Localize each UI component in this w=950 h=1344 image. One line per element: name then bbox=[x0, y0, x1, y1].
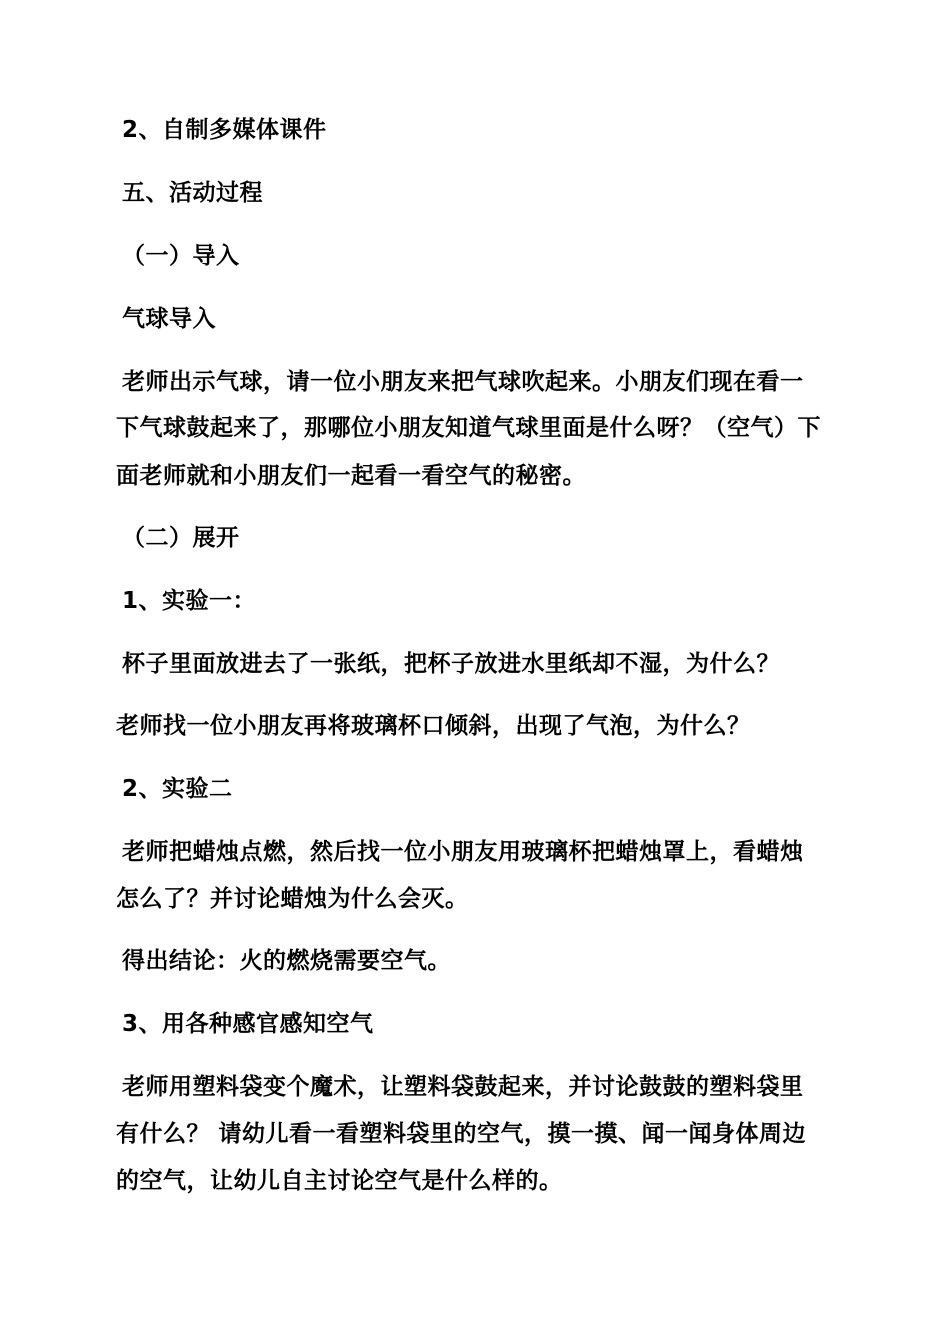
intro-title: 气球导入 bbox=[122, 306, 216, 332]
senses-paragraph-line-1: 老师用塑料袋变个魔术，让塑料袋鼓起来，并讨论鼓鼓的塑料袋里 bbox=[122, 1074, 804, 1100]
senses-heading: 3、用各种感官感知空气 bbox=[122, 1011, 374, 1037]
senses-paragraph-line-3: 的空气，让幼儿自主讨论空气是什么样的。 bbox=[116, 1168, 563, 1194]
intro-paragraph-line-3: 面老师就和小朋友们一起看一看空气的秘密。 bbox=[116, 463, 586, 489]
intro-paragraph-line-2: 下气球鼓起来了，那哪位小朋友知道气球里面是什么呀？（空气）下 bbox=[116, 415, 821, 441]
subsection-heading-expand: （二）展开 bbox=[122, 525, 240, 551]
experiment-2-line-1: 老师把蜡烛点燃，然后找一位小朋友用玻璃杯把蜡烛罩上，看蜡烛 bbox=[122, 839, 804, 865]
experiment-2-conclusion: 得出结论：火的燃烧需要空气。 bbox=[122, 948, 451, 974]
experiment-1-line-1: 杯子里面放进去了一张纸，把杯子放进水里纸却不湿，为什么？ bbox=[122, 651, 780, 677]
material-item-2: 2、自制多媒体课件 bbox=[122, 117, 327, 143]
experiment-2-line-2: 怎么了？并讨论蜡烛为什么会灭。 bbox=[116, 886, 469, 912]
subsection-heading-intro: （一）导入 bbox=[122, 243, 240, 269]
section-heading-activity-process: 五、活动过程 bbox=[122, 180, 263, 206]
senses-paragraph-line-2: 有什么？ 请幼儿看一看塑料袋里的空气，摸一摸、闻一闻身体周边 bbox=[116, 1121, 807, 1147]
experiment-1-heading: 1、实验一： bbox=[122, 588, 257, 614]
experiment-1-line-2: 老师找一位小朋友再将玻璃杯口倾斜，出现了气泡，为什么？ bbox=[116, 713, 751, 739]
experiment-2-heading: 2、实验二 bbox=[122, 776, 233, 802]
intro-paragraph-line-1: 老师出示气球，请一位小朋友来把气球吹起来。小朋友们现在看一 bbox=[122, 369, 804, 395]
